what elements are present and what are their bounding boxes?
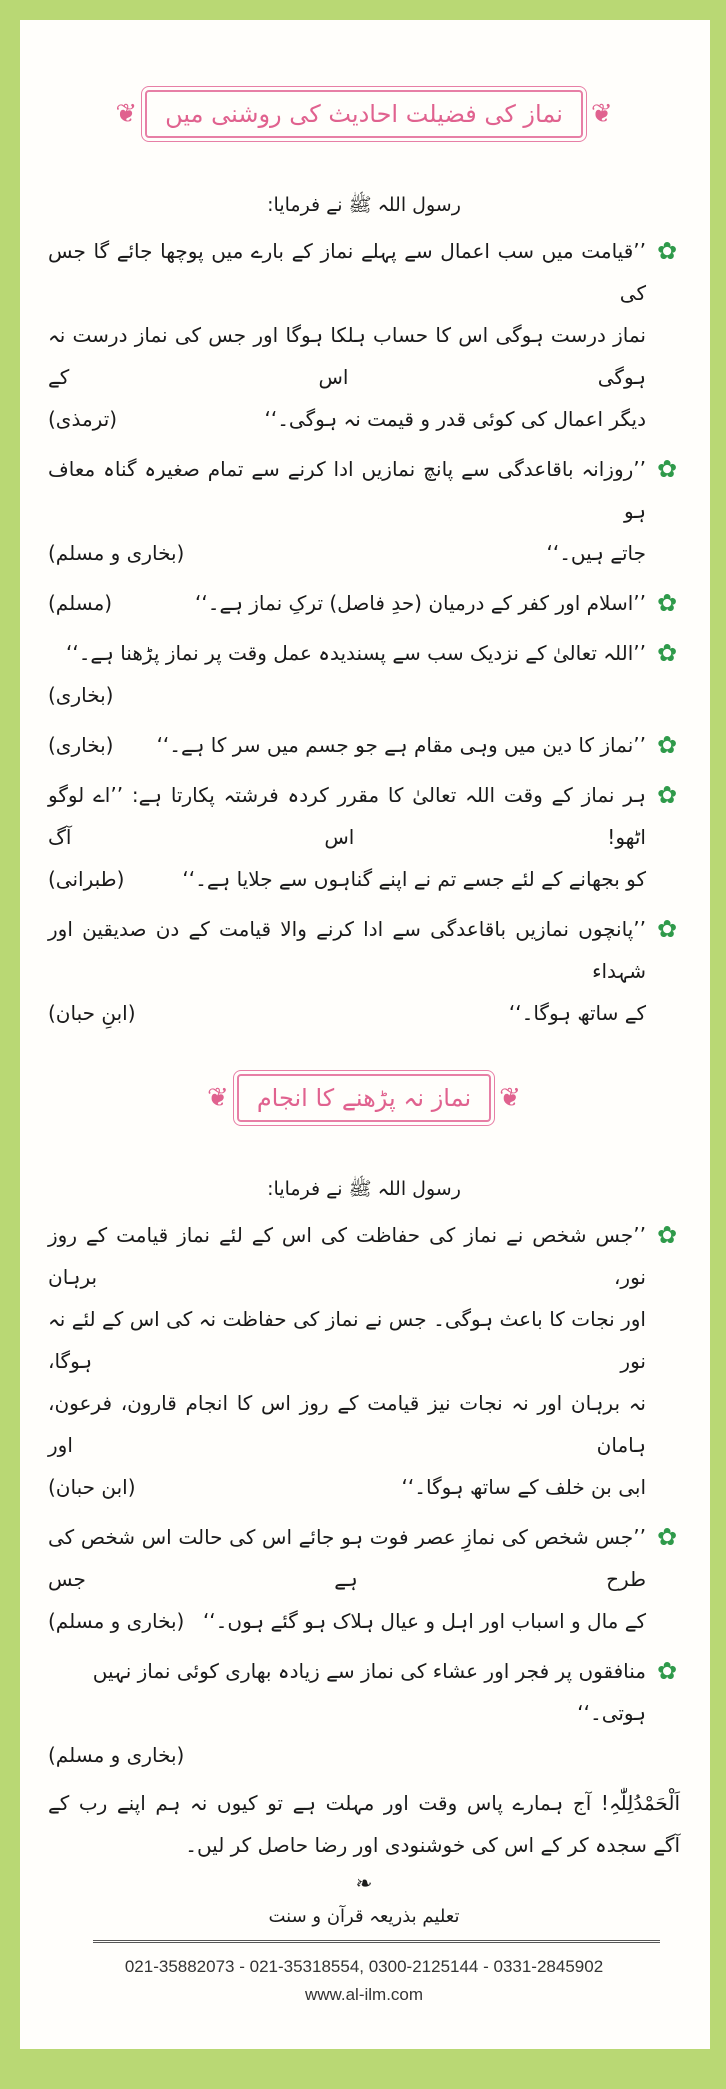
footer-website[interactable]: www.al-ilm.com bbox=[304, 1985, 424, 2004]
section1-intro: رسول اللہ ﷺ نے فرمایا: bbox=[267, 194, 461, 216]
hadith-source: (ترمذی) bbox=[48, 407, 118, 431]
flower-bullet-icon: ✿ bbox=[656, 1657, 678, 1685]
hadith-line: ’’جس شخص کی نمازِ عصر فوت ہو جائے اس کی حالت اس شخص کی طرح ہے جس bbox=[48, 1525, 646, 1591]
section2-title bbox=[48, 1074, 680, 1122]
flower-bullet-icon: ✿ bbox=[656, 915, 678, 943]
flower-bullet-icon: ✿ bbox=[656, 1221, 678, 1249]
conclusion-line: اَلْحَمْدُلِلّٰہِ! آج ہمارے پاس وقت اور مہلت ہے تو کیوں نہ ہم اپنے رب کے bbox=[48, 1791, 680, 1815]
hadith-line: منافقوں پر فجر اور عشاء کی نماز سے زیادہ بھاری کوئی نماز نہیں ہوتی۔‘‘ bbox=[92, 1659, 646, 1725]
footer-phones: 021-35882073 - 021-35318554, 0300-2125144 - 0331-2845902 bbox=[124, 1957, 604, 1976]
section2-intro: رسول اللہ ﷺ نے فرمایا: bbox=[267, 1178, 461, 1200]
flower-bullet-icon: ✿ bbox=[656, 589, 678, 617]
calligraphy-ornament-icon: ❧ bbox=[355, 1871, 373, 1895]
hadith-line: نہ برہان اور نہ نجات نیز قیامت کے روز اس کا انجام قارون، فرعون، ہامان اور bbox=[48, 1391, 646, 1457]
flower-bullet-icon: ✿ bbox=[656, 731, 678, 759]
hadith-item bbox=[48, 230, 680, 440]
hadith-item bbox=[48, 582, 680, 624]
flower-bullet-icon: ✿ bbox=[656, 1523, 678, 1551]
leaflet-page bbox=[20, 20, 710, 2049]
hadith-item bbox=[48, 448, 680, 574]
floral-ornament-icon: ❦ bbox=[590, 99, 613, 129]
divider bbox=[93, 1940, 660, 1943]
hadith-item bbox=[48, 1650, 680, 1776]
hadith-source: (بخاری) bbox=[48, 733, 114, 757]
section1-title bbox=[48, 90, 680, 138]
floral-ornament-icon: ❦ bbox=[115, 99, 138, 129]
flower-bullet-icon: ✿ bbox=[656, 781, 678, 809]
footer-tagline: تعلیم بذریعہ قرآن و سنت bbox=[268, 1906, 460, 1927]
conclusion-line: آگے سجدہ کر کے اس کی خوشنودی اور رضا حاصل کر لیں۔ bbox=[185, 1833, 680, 1857]
hadith-line: جاتے ہیں۔‘‘ bbox=[546, 541, 646, 565]
hadith-line: ہر نماز کے وقت اللہ تعالیٰ کا مقرر کردہ فرشتہ پکارتا ہے: ’’اے لوگو اٹھو! اس آگ bbox=[48, 783, 646, 849]
hadith-line: ’’جس شخص نے نماز کی حفاظت کی اس کے لئے نماز قیامت کے روز نور، برہان bbox=[48, 1223, 646, 1289]
hadith-source: (مسلم) bbox=[48, 591, 113, 615]
flower-bullet-icon: ✿ bbox=[656, 639, 678, 667]
hadith-source: (طبرانی) bbox=[48, 867, 125, 891]
hadith-source: (بخاری و مسلم) bbox=[48, 1743, 185, 1767]
hadith-source: (بخاری و مسلم) bbox=[48, 541, 185, 565]
floral-ornament-icon: ❦ bbox=[207, 1083, 229, 1113]
hadith-source: (بخاری و مسلم) bbox=[48, 1609, 185, 1633]
hadith-source: (ابنِ حبان) bbox=[48, 1001, 136, 1025]
hadith-item bbox=[48, 908, 680, 1034]
hadith-item bbox=[48, 1214, 680, 1508]
hadith-item bbox=[48, 774, 680, 900]
hadith-line: ’’روزانہ باقاعدگی سے پانچ نمازیں ادا کرنے سے تمام صغیرہ گناہ معاف ہو bbox=[48, 457, 646, 523]
flower-bullet-icon: ✿ bbox=[656, 237, 678, 265]
hadith-line: ’’اسلام اور کفر کے درمیان (حدِ فاصل) ترکِ نماز ہے۔‘‘ bbox=[195, 591, 646, 615]
hadith-line: نماز درست ہوگی اس کا حساب ہلکا ہوگا اور جس کی نماز درست نہ ہوگی اس کے bbox=[48, 323, 646, 389]
hadith-source: (ابن حبان) bbox=[48, 1475, 136, 1499]
hadith-line: کے ساتھ ہوگا۔‘‘ bbox=[508, 1001, 646, 1025]
hadith-line: ’’نماز کا دین میں وہی مقام ہے جو جسم میں سر کا ہے۔‘‘ bbox=[156, 733, 646, 757]
hadith-line: ’’قیامت میں سب اعمال سے پہلے نماز کے بارے میں پوچھا جائے گا جس کی bbox=[48, 239, 646, 305]
hadith-line: کے مال و اسباب اور اہل و عیال ہلاک ہو گئے ہوں۔‘‘ bbox=[202, 1609, 646, 1633]
section2-title-text: نماز نہ پڑھنے کا انجام bbox=[256, 1084, 472, 1112]
hadith-item bbox=[48, 1516, 680, 1642]
hadith-line: اور نجات کا باعث ہوگی۔ جس نے نماز کی حفاظت نہ کی اس کے لئے نہ نور ہوگا، bbox=[48, 1307, 646, 1373]
hadith-item bbox=[48, 632, 680, 716]
section2-title-box bbox=[237, 1074, 491, 1122]
hadith-line: کو بجھانے کے لئے جسے تم نے اپنے گناہوں سے جلایا ہے۔‘‘ bbox=[182, 867, 646, 891]
hadith-line: ’’پانچوں نمازیں باقاعدگی سے ادا کرنے والا قیامت کے دن صدیقین اور شہداء bbox=[48, 917, 646, 983]
hadith-line: دیگر اعمال کی کوئی قدر و قیمت نہ ہوگی۔‘‘ bbox=[264, 407, 646, 431]
conclusion bbox=[48, 1782, 680, 1866]
section1-title-box bbox=[145, 90, 583, 138]
hadith-item bbox=[48, 724, 680, 766]
flower-bullet-icon: ✿ bbox=[656, 455, 678, 483]
floral-ornament-icon: ❦ bbox=[499, 1083, 521, 1113]
hadith-line: ابی بن خلف کے ساتھ ہوگا۔‘‘ bbox=[401, 1475, 646, 1499]
hadith-source: (بخاری) bbox=[48, 683, 114, 707]
hadith-line: ’’اللہ تعالیٰ کے نزدیک سب سے پسندیدہ عمل وقت پر نماز پڑھنا ہے۔‘‘ bbox=[65, 641, 646, 665]
section1-title-text: نماز کی فضیلت احادیث کی روشنی میں bbox=[165, 100, 563, 128]
